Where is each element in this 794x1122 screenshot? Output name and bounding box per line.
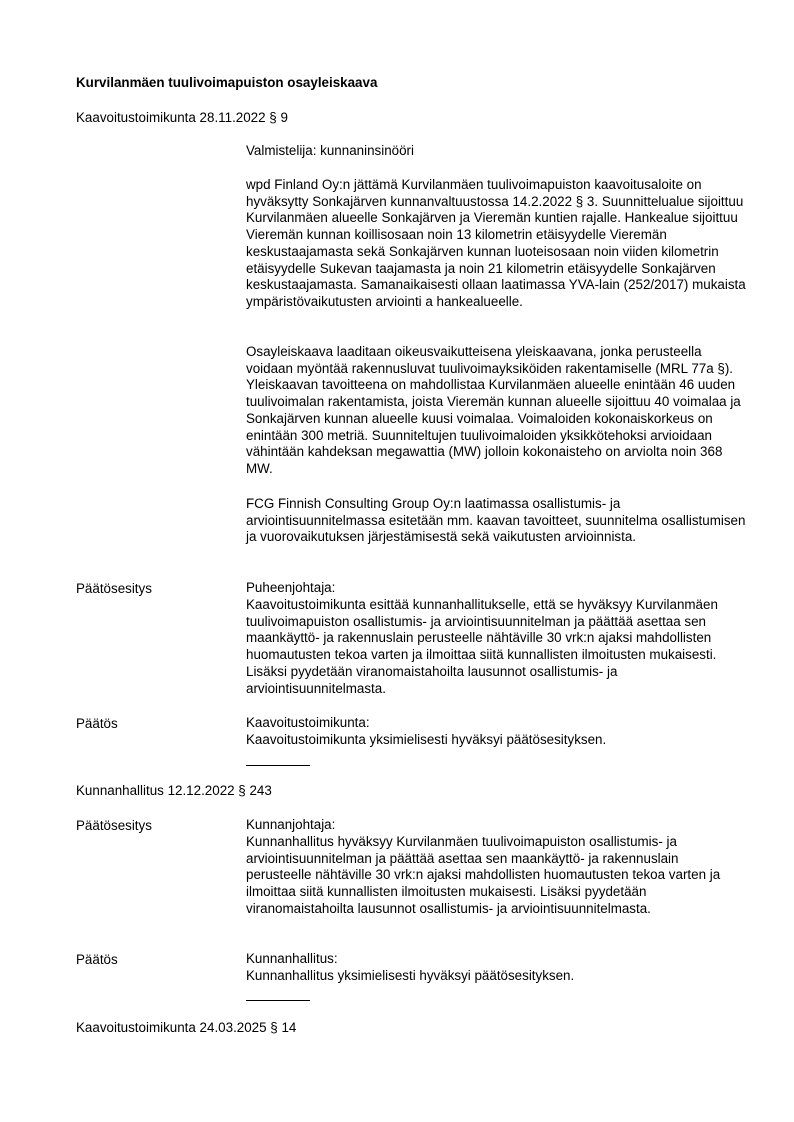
preparer-line: Valmistelija: kunnaninsinööri — [246, 143, 414, 158]
separator-rule-1 — [246, 765, 310, 766]
decision-text-2: Kunnanhallitus yksimielisesti hyväksyi päätösesityksen. — [246, 968, 575, 983]
proposal-text-1: Kaavoitustoimikunta esittää kunnanhallitukselle, että se hyväksyy Kurvilanmäen tuulivoimapuiston osallistumis- ja arviointisuunnitelman ja päättää asettaa sen maankäyttö- ja rakennuslain perusteelle nähtäville 30 vrk:n ajaksi mahdollisten huomautusten tekoa varten ja ilmoittaa siitä kunnallisten ilmoitusten mukaisesti. Lisäksi pyydetään viranomaistahoilta lausunnot osallistumis- ja arviointisuunnitelmasta. — [246, 597, 718, 696]
separator-rule-2 — [246, 1000, 310, 1001]
paragraph-plan-description: Osayleiskaava laaditaan oikeusvaikutteisena yleiskaavana, jonka perusteella voidaan myöntää rakennusluvat tuulivoimayksiköiden rakentamiselle (MRL 77a §). Yleiskaavan tavoitteena on mahdollistaa Kurvilanmäen alueelle enintään 46 uuden tuulivoimalan rakentamista, joista Vieremän kunnan alueelle sijoittuu 40 voimalaa ja Sonkajärven kunnan alueelle kuusi voimalaa. Voimaloiden kokonaiskorkeus on enintään 300 metriä. Suunniteltujen tuulivoimaloiden yksikkötehoksi arvioidaan vähintään kahdeksan megawattia (MW) jolloin kokonaisteho on arviolta noin 368 MW. — [246, 344, 741, 476]
meeting-heading-1: Kaavoitustoimikunta 28.11.2022 § 9 — [76, 110, 288, 125]
paragraph-background: wpd Finland Oy:n jättämä Kurvilanmäen tuulivoimapuiston kaavoitusaloite on hyväksytty Sonkajärven kunnanvaltuustossa 14.2.2022 § 3. Suunnittelualue sijoittuu Kurvilanmäen alueelle Sonkajärven ja Vieremän kuntien rajalle. Hankealue sijoittuu Vieremän kunnan koillisosaan noin 13 kilometrin etäisyydelle Vieremän keskustaajamasta sekä Sonkajärven kunnan luoteisosaan noin viiden kilometrin etäisyydelle Sukevan taajamasta ja noin 21 kilometrin etäisyydelle Sonkajärven keskustaajamasta. Samanaikaisesti ollaan laatimassa YVA-lain (252/2017) mukaista ympäristövaikutusten arviointi a hankealueelle. — [246, 177, 746, 309]
decision-label-1: Päätös — [76, 716, 118, 731]
paragraph-consultant: FCG Finnish Consulting Group Oy:n laatimassa osallistumis- ja arviointisuunnitelmassa esitetään mm. kaavan tavoitteet, suunnitelma osallistumisen ja vuorovaikutuksen järjestämisestä sekä vaikutusten arvioinnista. — [246, 496, 746, 545]
proposal-speaker-2: Kunnanjohtaja: — [246, 817, 336, 832]
proposal-speaker-1: Puheenjohtaja: — [246, 580, 336, 595]
meeting-heading-2: Kunnanhallitus 12.12.2022 § 243 — [76, 783, 272, 798]
decision-text-1: Kaavoitustoimikunta yksimielisesti hyväksyi päätösesityksen. — [246, 732, 607, 747]
decision-speaker-2: Kunnanhallitus: — [246, 951, 338, 966]
proposal-label-1: Päätösesitys — [76, 581, 152, 596]
document-title: Kurvilanmäen tuulivoimapuiston osayleiskaava — [76, 75, 378, 90]
decision-speaker-1: Kaavoitustoimikunta: — [246, 715, 370, 730]
proposal-text-2: Kunnanhallitus hyväksyy Kurvilanmäen tuulivoimapuiston osallistumis- ja arviointisuunnitelman ja päättää asettaa sen maankäyttö- ja rakennuslain perusteelle nähtäville 30 vrk:n ajaksi mahdollisten huomautusten tekoa varten ja ilmoittaa siitä kunnallisten ilmoitusten mukaisesti. Lisäksi pyydetään viranomaistahoilta lausunnot osallistumis- ja arviointisuunnitelmasta. — [246, 834, 721, 916]
proposal-label-2: Päätösesitys — [76, 818, 152, 833]
meeting-heading-3: Kaavoitustoimikunta 24.03.2025 § 14 — [76, 1020, 297, 1035]
decision-label-2: Päätös — [76, 952, 118, 967]
